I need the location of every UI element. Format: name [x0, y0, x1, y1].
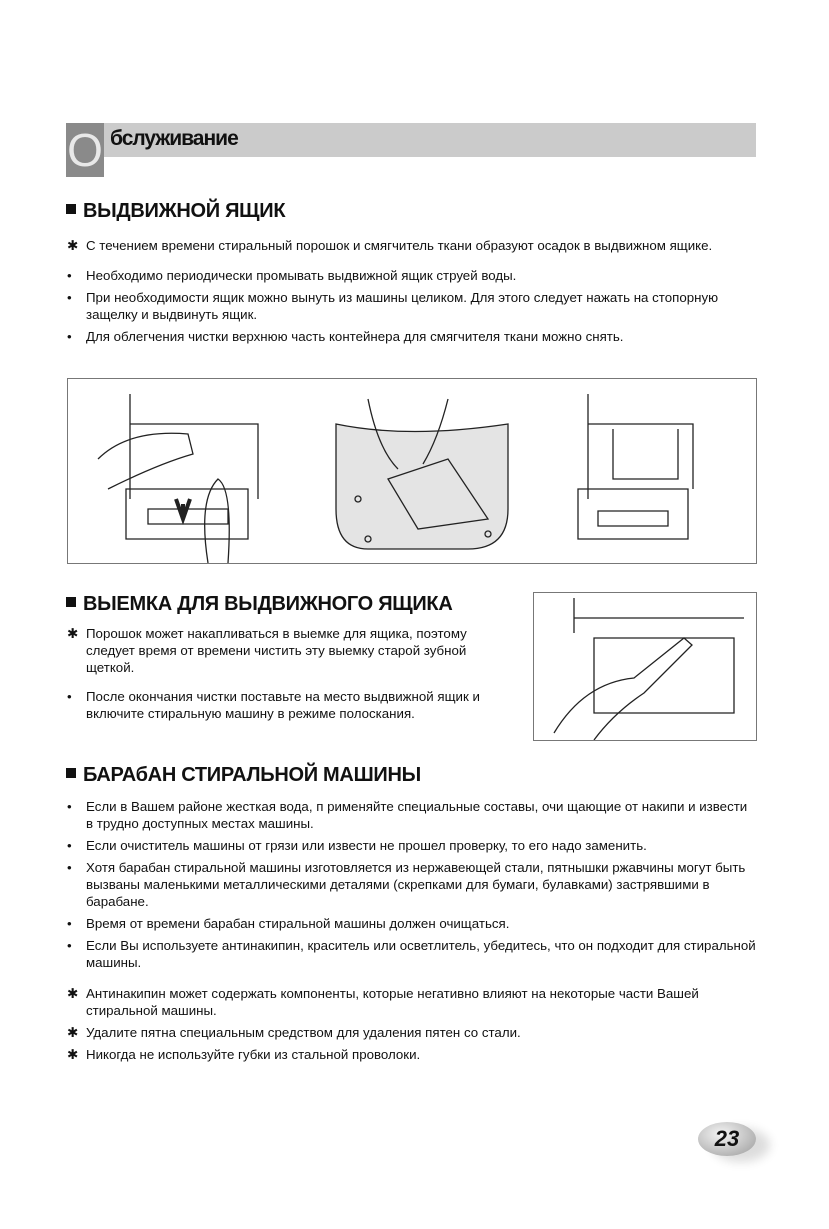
item-text: При необходимости ящик можно вынуть из машины целиком. Для этого следует нажать на стопорную защелку и выдвинуть ящик.: [86, 290, 719, 322]
list-item: [66, 289, 756, 323]
drawer-removed-drawing: [578, 394, 693, 539]
asterisk-icon: ✱: [67, 1025, 79, 1040]
asterisk-icon: ✱: [67, 986, 79, 1001]
heading-text: БАРАбАН СТИРАЛЬНОЙ МАШИНЫ: [83, 764, 421, 786]
square-bullet-icon: [66, 597, 76, 607]
bullet-icon: •: [67, 268, 72, 283]
item-text: Если Вы используете антинакипин, краситель или осветлитель, убедитесь, что он подходит для стиральной машины.: [86, 938, 756, 970]
section-heading-drum: [66, 764, 421, 787]
item-text: Хотя барабан стиральной машины изготовляется из нержавеющей стали, пятнышки ржавчины могут быть вызваны маленькими металлическими деталями (скрепками для бумаги, булавками) застрявшими в барабане.: [86, 860, 746, 909]
list-item: [66, 625, 506, 676]
bullet-icon: •: [67, 799, 72, 814]
item-text: Необходимо периодически промывать выдвижной ящик струей воды.: [86, 268, 517, 283]
list-item: [66, 937, 756, 971]
list-item: [66, 328, 756, 345]
item-text: Удалите пятна специальным средством для удаления пятен со стали.: [86, 1025, 521, 1040]
section-heading-recess: [66, 593, 452, 616]
bullet-icon: •: [67, 860, 72, 875]
item-text: Если очиститель машины от грязи или извести не прошел проверку, то его надо заменить.: [86, 838, 647, 853]
section-heading-drawer: [66, 200, 285, 223]
list-item: [66, 859, 756, 910]
recess-list: [66, 625, 506, 727]
heading-text: ВЫЕМКА ДЛЯ ВЫДВИЖНОГО ЯЩИКА: [83, 593, 453, 615]
item-text: Никогда не используйте губки из стальной проволоки.: [86, 1047, 421, 1062]
drum-list: [66, 798, 756, 1068]
header-title: бслуживание: [110, 127, 238, 150]
item-text: С течением времени стиральный порошок и смягчитель ткани образуют осадок в выдвижном ящике.: [86, 238, 713, 253]
item-text: Антинакипин может содержать компоненты, которые негативно влияют на некоторые части Вашей стиральной машины.: [86, 986, 699, 1018]
bullet-icon: •: [67, 290, 72, 305]
heading-text: ВЫДВИЖНОЙ ЯЩИК: [83, 200, 286, 222]
bullet-icon: •: [67, 689, 72, 704]
list-item: [66, 837, 756, 854]
item-text: Если в Вашем районе жесткая вода, п рименяйте специальные составы, очи щающие от накипи и извести в трудно доступных местах машины.: [86, 799, 748, 831]
asterisk-icon: ✱: [67, 626, 79, 641]
asterisk-icon: ✱: [67, 1047, 79, 1062]
note-item: [66, 985, 756, 1019]
item-text: Для облегчения чистки верхнюю часть контейнера для смягчителя ткани можно снять.: [86, 329, 624, 344]
drawer-list: [66, 237, 756, 350]
bullet-icon: •: [67, 329, 72, 344]
page-number: 23: [698, 1122, 756, 1156]
note-item: [66, 1024, 756, 1041]
asterisk-icon: ✱: [67, 238, 79, 253]
drawer-wash-drawing: [336, 399, 508, 549]
header-initial: О: [67, 124, 103, 176]
item-text: После окончания чистки поставьте на место выдвижной ящик и включите стиральную машину в режиме полоскания.: [86, 689, 480, 721]
list-item: [66, 237, 756, 254]
drawer-cleaning-illustration: [67, 378, 757, 564]
note-item: [66, 1046, 756, 1063]
bullet-icon: •: [67, 838, 72, 853]
square-bullet-icon: [66, 768, 76, 778]
item-text: Порошок может накапливаться в выемке для ящика, поэтому следует время от времени чистить эту выемку старой зубной щеткой.: [86, 626, 467, 675]
bullet-icon: •: [67, 916, 72, 931]
item-text: Время от времени барабан стиральной машины должен очищаться.: [86, 916, 510, 931]
bullet-icon: •: [67, 938, 72, 953]
drawer-pull-drawing: [98, 394, 258, 563]
recess-brush-illustration: [533, 592, 757, 741]
square-bullet-icon: [66, 204, 76, 214]
list-item: [66, 915, 756, 932]
list-item: [66, 688, 506, 722]
list-item: [66, 267, 756, 284]
list-item: [66, 798, 756, 832]
